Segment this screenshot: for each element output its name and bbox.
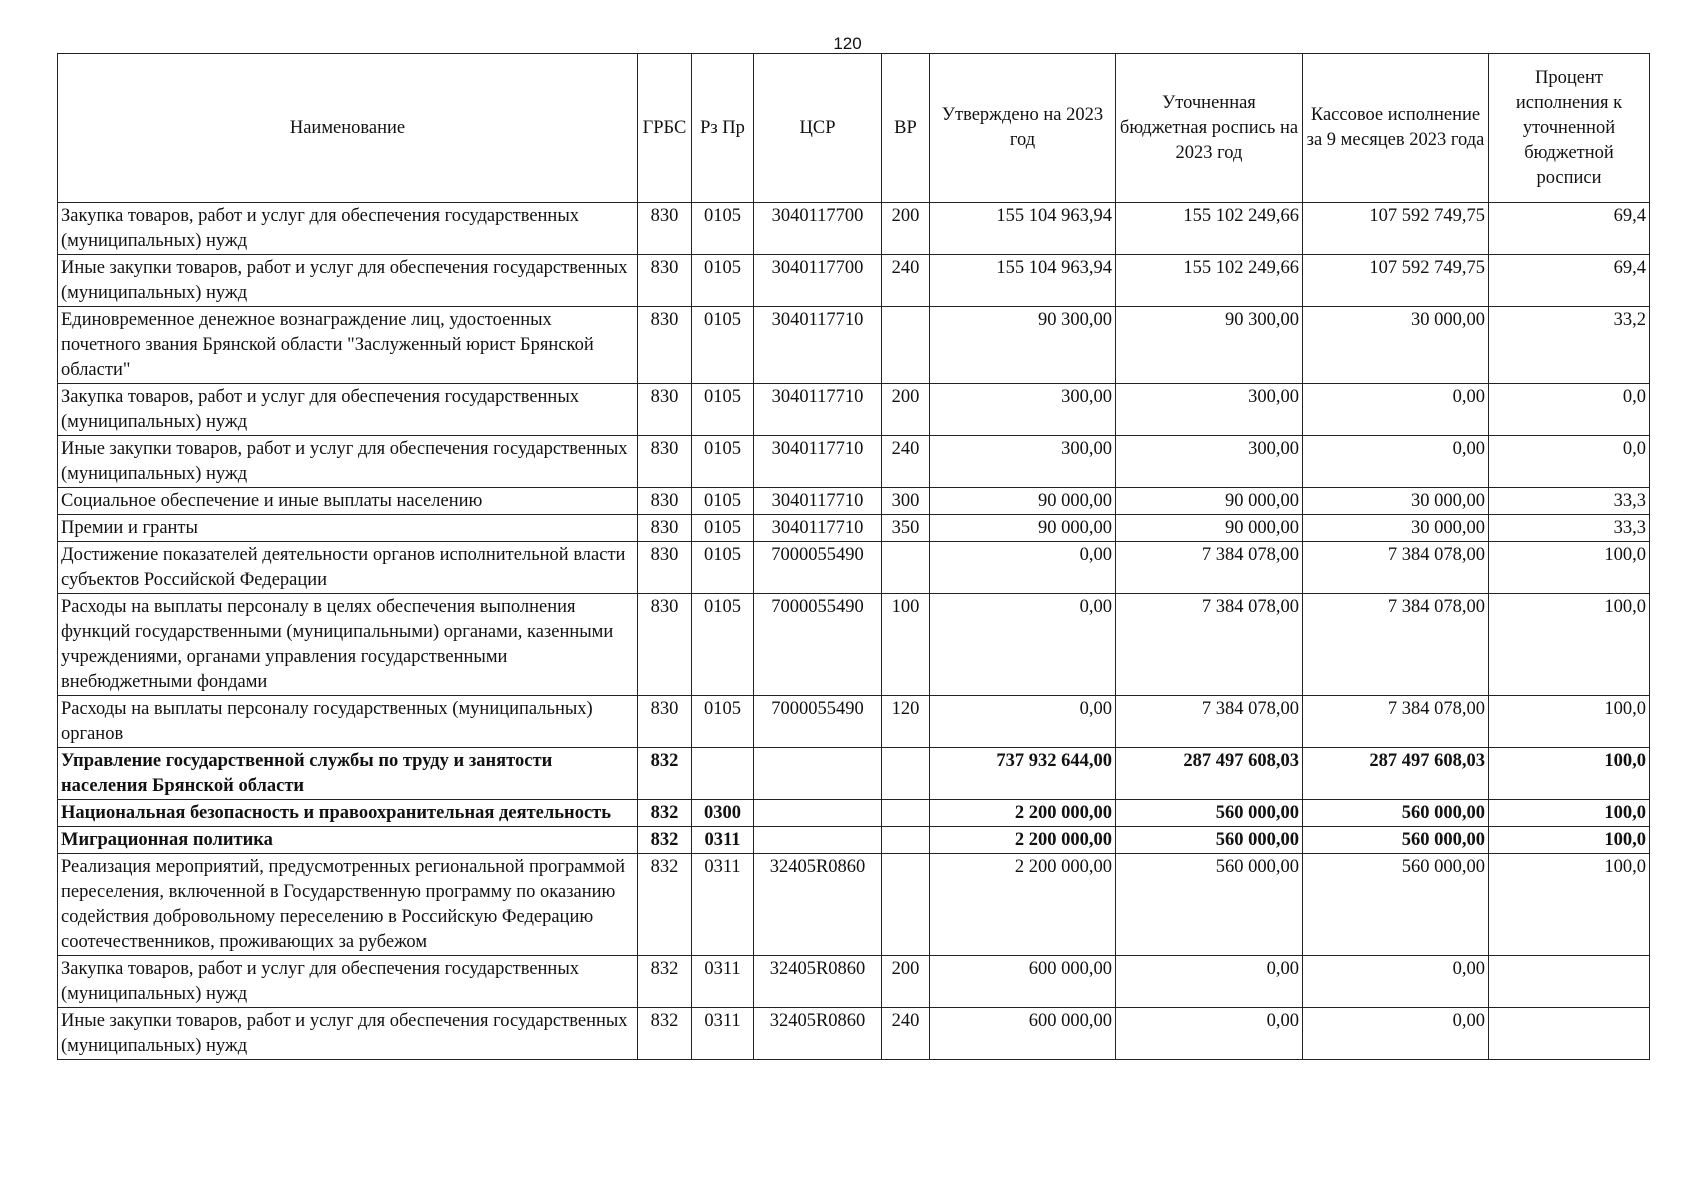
cell-grbs: 832 [638, 827, 692, 854]
cell-approved: 0,00 [930, 594, 1116, 696]
table-row [58, 384, 1650, 436]
cell-approved: 155 104 963,94 [930, 255, 1116, 307]
cell-csr: 3040117710 [754, 515, 882, 542]
cell-name: Управление государственной службы по труду и занятости населения Брянской области [58, 748, 638, 800]
cell-grbs: 830 [638, 436, 692, 488]
cell-vr: 200 [882, 384, 930, 436]
cell-approved: 737 932 644,00 [930, 748, 1116, 800]
cell-rzpr: 0105 [692, 436, 754, 488]
cell-approved: 600 000,00 [930, 956, 1116, 1008]
cell-percent: 100,0 [1489, 748, 1650, 800]
table-row [58, 594, 1650, 696]
cell-csr: 3040117710 [754, 436, 882, 488]
cell-csr: 32405R0860 [754, 1008, 882, 1060]
table-row [58, 956, 1650, 1008]
cell-cash: 30 000,00 [1303, 488, 1489, 515]
table-row [58, 515, 1650, 542]
cell-rzpr: 0300 [692, 800, 754, 827]
cell-grbs: 832 [638, 1008, 692, 1060]
table-row [58, 203, 1650, 255]
cell-rzpr: 0105 [692, 488, 754, 515]
cell-refined: 0,00 [1116, 1008, 1303, 1060]
cell-rzpr: 0311 [692, 827, 754, 854]
header-grbs: ГРБС [638, 54, 692, 203]
cell-percent [1489, 956, 1650, 1008]
cell-percent: 100,0 [1489, 696, 1650, 748]
cell-vr [882, 748, 930, 800]
cell-approved: 2 200 000,00 [930, 800, 1116, 827]
cell-percent: 33,3 [1489, 488, 1650, 515]
cell-approved: 90 000,00 [930, 515, 1116, 542]
budget-table [57, 53, 1650, 1060]
cell-approved: 90 300,00 [930, 307, 1116, 384]
table-body [58, 203, 1650, 1060]
cell-percent: 33,3 [1489, 515, 1650, 542]
cell-approved: 0,00 [930, 542, 1116, 594]
cell-cash: 0,00 [1303, 1008, 1489, 1060]
cell-vr: 240 [882, 1008, 930, 1060]
cell-approved: 2 200 000,00 [930, 854, 1116, 956]
cell-grbs: 830 [638, 255, 692, 307]
cell-percent: 0,0 [1489, 384, 1650, 436]
cell-csr: 3040117700 [754, 203, 882, 255]
cell-csr: 32405R0860 [754, 854, 882, 956]
cell-cash: 560 000,00 [1303, 854, 1489, 956]
cell-grbs: 830 [638, 203, 692, 255]
cell-name: Реализация мероприятий, предусмотренных региональной программой переселения, включенной в Государственную программу по оказанию содействия добровольному переселению в Российскую Федерацию соотечественников, проживающих за рубежом [58, 854, 638, 956]
cell-refined: 90 000,00 [1116, 488, 1303, 515]
header-row [58, 54, 1650, 203]
cell-refined: 90 300,00 [1116, 307, 1303, 384]
cell-approved: 600 000,00 [930, 1008, 1116, 1060]
cell-rzpr: 0105 [692, 203, 754, 255]
table-row [58, 827, 1650, 854]
cell-percent: 100,0 [1489, 854, 1650, 956]
cell-grbs: 832 [638, 956, 692, 1008]
cell-csr [754, 800, 882, 827]
table-row [58, 542, 1650, 594]
cell-grbs: 830 [638, 307, 692, 384]
cell-vr [882, 854, 930, 956]
cell-approved: 300,00 [930, 384, 1116, 436]
cell-refined: 560 000,00 [1116, 827, 1303, 854]
cell-refined: 287 497 608,03 [1116, 748, 1303, 800]
cell-cash: 287 497 608,03 [1303, 748, 1489, 800]
cell-cash: 0,00 [1303, 956, 1489, 1008]
cell-vr [882, 827, 930, 854]
table-row [58, 854, 1650, 956]
cell-refined: 560 000,00 [1116, 854, 1303, 956]
cell-grbs: 830 [638, 696, 692, 748]
table-row [58, 255, 1650, 307]
cell-name: Расходы на выплаты персоналу в целях обеспечения выполнения функций государственными (муниципальными) органами, казенными учреждениями, органами управления государственными внебюджетными фондами [58, 594, 638, 696]
cell-rzpr: 0311 [692, 854, 754, 956]
cell-csr: 3040117710 [754, 488, 882, 515]
cell-percent: 100,0 [1489, 800, 1650, 827]
cell-name: Национальная безопасность и правоохранительная деятельность [58, 800, 638, 827]
cell-grbs: 830 [638, 515, 692, 542]
cell-refined: 90 000,00 [1116, 515, 1303, 542]
header-percent: Процент исполнения к уточненной бюджетной росписи [1489, 54, 1650, 203]
cell-vr [882, 307, 930, 384]
cell-cash: 30 000,00 [1303, 515, 1489, 542]
cell-rzpr [692, 748, 754, 800]
cell-percent: 100,0 [1489, 542, 1650, 594]
cell-csr: 3040117700 [754, 255, 882, 307]
cell-refined: 7 384 078,00 [1116, 542, 1303, 594]
table-row [58, 696, 1650, 748]
cell-vr [882, 542, 930, 594]
cell-vr [882, 800, 930, 827]
header-refined: Уточненная бюджетная роспись на 2023 год [1116, 54, 1303, 203]
table-row [58, 748, 1650, 800]
cell-name: Иные закупки товаров, работ и услуг для обеспечения государственных (муниципальных) нужд [58, 255, 638, 307]
cell-refined: 560 000,00 [1116, 800, 1303, 827]
header-csr: ЦСР [754, 54, 882, 203]
cell-cash: 30 000,00 [1303, 307, 1489, 384]
cell-vr: 100 [882, 594, 930, 696]
cell-grbs: 830 [638, 384, 692, 436]
cell-grbs: 830 [638, 594, 692, 696]
cell-rzpr: 0105 [692, 594, 754, 696]
cell-refined: 300,00 [1116, 384, 1303, 436]
cell-rzpr: 0311 [692, 956, 754, 1008]
table-row [58, 436, 1650, 488]
cell-vr: 240 [882, 436, 930, 488]
cell-csr: 3040117710 [754, 384, 882, 436]
cell-name: Закупка товаров, работ и услуг для обеспечения государственных (муниципальных) нужд [58, 203, 638, 255]
cell-refined: 155 102 249,66 [1116, 255, 1303, 307]
cell-percent: 33,2 [1489, 307, 1650, 384]
cell-percent: 69,4 [1489, 255, 1650, 307]
cell-approved: 155 104 963,94 [930, 203, 1116, 255]
cell-rzpr: 0311 [692, 1008, 754, 1060]
cell-refined: 300,00 [1116, 436, 1303, 488]
header-name: Наименование [58, 54, 638, 203]
cell-rzpr: 0105 [692, 542, 754, 594]
header-cash: Кассовое исполнение за 9 месяцев 2023 года [1303, 54, 1489, 203]
cell-grbs: 832 [638, 800, 692, 827]
cell-percent [1489, 1008, 1650, 1060]
cell-percent: 100,0 [1489, 827, 1650, 854]
cell-cash: 107 592 749,75 [1303, 255, 1489, 307]
cell-percent: 0,0 [1489, 436, 1650, 488]
cell-name: Иные закупки товаров, работ и услуг для обеспечения государственных (муниципальных) нужд [58, 436, 638, 488]
cell-refined: 0,00 [1116, 956, 1303, 1008]
cell-grbs: 830 [638, 542, 692, 594]
cell-csr [754, 827, 882, 854]
cell-cash: 7 384 078,00 [1303, 696, 1489, 748]
cell-vr: 200 [882, 956, 930, 1008]
page-number: 120 [833, 34, 862, 53]
cell-percent: 100,0 [1489, 594, 1650, 696]
cell-csr [754, 748, 882, 800]
cell-name: Закупка товаров, работ и услуг для обеспечения государственных (муниципальных) нужд [58, 384, 638, 436]
header-rzpr: Рз Пр [692, 54, 754, 203]
cell-vr: 300 [882, 488, 930, 515]
cell-rzpr: 0105 [692, 515, 754, 542]
cell-name: Закупка товаров, работ и услуг для обеспечения государственных (муниципальных) нужд [58, 956, 638, 1008]
header-approved: Утверждено на 2023 год [930, 54, 1116, 203]
cell-vr: 120 [882, 696, 930, 748]
cell-csr: 32405R0860 [754, 956, 882, 1008]
cell-csr: 7000055490 [754, 542, 882, 594]
cell-name: Достижение показателей деятельности органов исполнительной власти субъектов Российской Федерации [58, 542, 638, 594]
table-row [58, 488, 1650, 515]
cell-cash: 7 384 078,00 [1303, 542, 1489, 594]
table-row [58, 800, 1650, 827]
cell-name: Единовременное денежное вознаграждение лиц, удостоенных почетного звания Брянской области "Заслуженный юрист Брянской области" [58, 307, 638, 384]
cell-refined: 7 384 078,00 [1116, 594, 1303, 696]
cell-grbs: 830 [638, 488, 692, 515]
cell-name: Миграционная политика [58, 827, 638, 854]
cell-cash: 0,00 [1303, 384, 1489, 436]
cell-cash: 560 000,00 [1303, 800, 1489, 827]
cell-cash: 7 384 078,00 [1303, 594, 1489, 696]
cell-csr: 7000055490 [754, 594, 882, 696]
cell-name: Социальное обеспечение и иные выплаты населению [58, 488, 638, 515]
cell-cash: 0,00 [1303, 436, 1489, 488]
table-row [58, 1008, 1650, 1060]
cell-vr: 240 [882, 255, 930, 307]
cell-name: Премии и гранты [58, 515, 638, 542]
cell-name: Расходы на выплаты персоналу государственных (муниципальных) органов [58, 696, 638, 748]
table-row [58, 307, 1650, 384]
cell-percent: 69,4 [1489, 203, 1650, 255]
cell-refined: 155 102 249,66 [1116, 203, 1303, 255]
cell-grbs: 832 [638, 854, 692, 956]
cell-csr: 3040117710 [754, 307, 882, 384]
cell-cash: 107 592 749,75 [1303, 203, 1489, 255]
cell-grbs: 832 [638, 748, 692, 800]
cell-name: Иные закупки товаров, работ и услуг для обеспечения государственных (муниципальных) нужд [58, 1008, 638, 1060]
header-vr: ВР [882, 54, 930, 203]
cell-rzpr: 0105 [692, 384, 754, 436]
cell-approved: 300,00 [930, 436, 1116, 488]
cell-approved: 2 200 000,00 [930, 827, 1116, 854]
cell-vr: 200 [882, 203, 930, 255]
cell-approved: 90 000,00 [930, 488, 1116, 515]
cell-refined: 7 384 078,00 [1116, 696, 1303, 748]
cell-approved: 0,00 [930, 696, 1116, 748]
cell-cash: 560 000,00 [1303, 827, 1489, 854]
cell-rzpr: 0105 [692, 307, 754, 384]
cell-vr: 350 [882, 515, 930, 542]
cell-csr: 7000055490 [754, 696, 882, 748]
cell-rzpr: 0105 [692, 696, 754, 748]
cell-rzpr: 0105 [692, 255, 754, 307]
